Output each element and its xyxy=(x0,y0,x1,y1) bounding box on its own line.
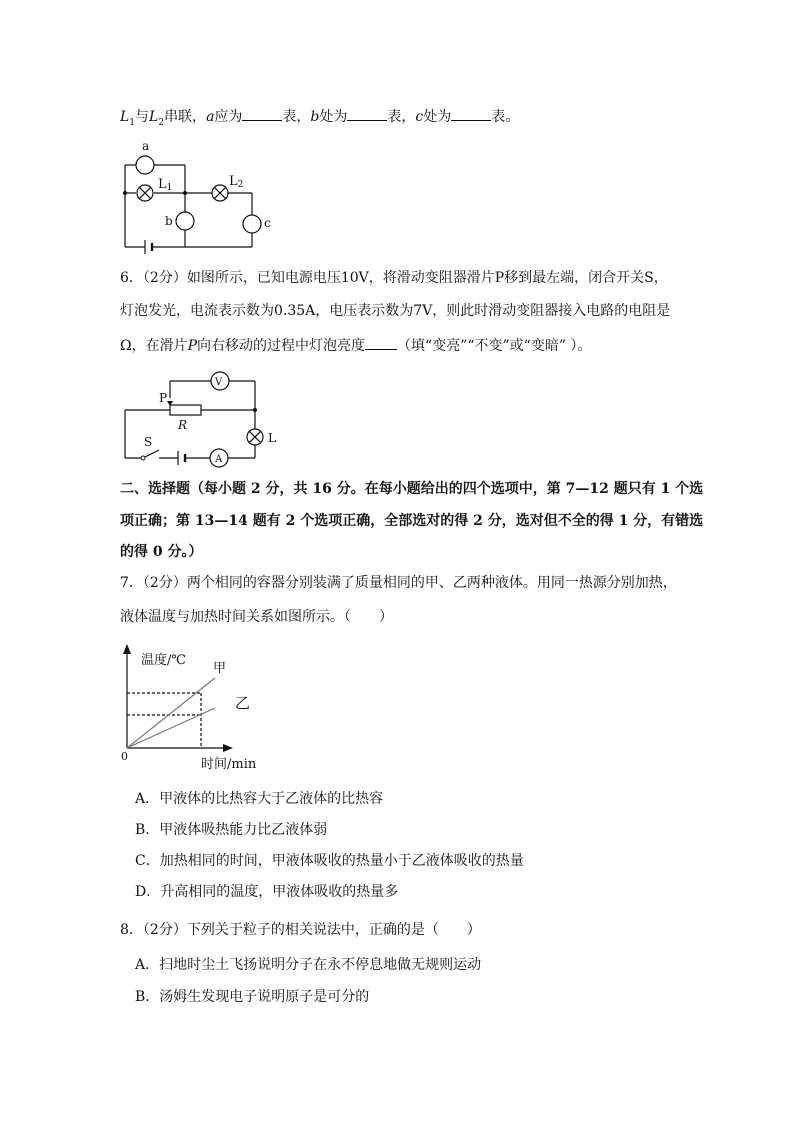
meter-b-icon xyxy=(176,212,194,230)
q5-text: 表， xyxy=(282,109,311,125)
q5-text: 串联， xyxy=(164,109,207,125)
l1-subscript: 1 xyxy=(129,117,136,128)
label-p: P xyxy=(159,391,168,405)
label-l: L xyxy=(268,431,276,445)
q7-option-d[interactable]: D．升高相同的温度，甲液体吸收的热量多 xyxy=(135,884,399,900)
q7-option-c[interactable]: C．加热相同的时间，甲液体吸收的热量小于乙液体吸收的热量 xyxy=(135,853,524,869)
label-s: S xyxy=(144,435,153,449)
var-p: P xyxy=(187,338,198,354)
q5-tail-line xyxy=(120,106,519,133)
l2-subscript: 2 xyxy=(158,117,165,128)
q6-text: （填“变亮”“不变”或“变暗” ）。 xyxy=(397,338,592,354)
q7-line-1: 7．（2分）两个相同的容器分别装满了质量相同的甲、乙两种液体。用同一热源分别加热， xyxy=(120,575,677,591)
l1-symbol: L xyxy=(120,109,130,125)
q6-text: Ω，在滑片 xyxy=(120,338,188,354)
l2-symbol: L xyxy=(149,109,159,125)
series-jia-line xyxy=(127,678,215,748)
answer-blank-c[interactable] xyxy=(451,106,491,121)
q6-line-1: 6．（2分）如图所示，已知电源电压10V，将滑动变阻器滑片P移到最左端，闭合开关S， xyxy=(120,270,668,286)
q6-text: 向右移动的过程中灯泡亮度 xyxy=(197,338,366,354)
section-2-line-2: 项正确；第 13—14 题有 2 个选项正确，全部选对的得 2 分，选对但不全的得 1 分，有错选 xyxy=(120,513,704,529)
y-axis-arrow-icon xyxy=(123,644,131,654)
q5-text: 处为 xyxy=(319,109,348,125)
temperature-time-graph xyxy=(115,640,275,775)
q7-option-b[interactable]: B．甲液体吸热能力比乙液体弱 xyxy=(135,822,328,838)
series-yi-label: 乙 xyxy=(235,694,251,712)
x-axis-arrow-icon xyxy=(223,744,233,752)
switch-icon xyxy=(141,456,145,460)
q6-line-3 xyxy=(120,335,591,356)
series-jia-label: 甲 xyxy=(213,661,227,676)
y-axis-label: 温度/℃ xyxy=(141,653,186,668)
q5-text: 应为 xyxy=(214,109,243,125)
label-l1: L1 xyxy=(158,177,173,193)
answer-blank-a[interactable] xyxy=(242,106,282,121)
var-c: c xyxy=(415,109,424,125)
q7-line-2: 液体温度与加热时间关系如图所示。（ ） xyxy=(120,609,393,625)
circuit-diagram-2 xyxy=(115,368,285,468)
x-axis-label: 时间/min xyxy=(201,757,257,772)
label-b: b xyxy=(165,214,173,228)
battery-icon xyxy=(145,240,152,254)
q7-option-a[interactable]: A．甲液体的比热容大于乙液体的比热容 xyxy=(135,791,384,807)
label-v: V xyxy=(215,377,223,388)
q8-stem: 8．（2分）下列关于粒子的相关说法中，正确的是（ ） xyxy=(120,922,481,938)
q5-text: 表。 xyxy=(491,109,520,125)
origin-label: 0 xyxy=(121,750,128,763)
circuit-diagram-1 xyxy=(115,135,285,255)
label-r: R xyxy=(178,418,188,432)
series-yi-line xyxy=(127,708,215,748)
q5-text: 处为 xyxy=(423,109,452,125)
q5-text: 表， xyxy=(387,109,416,125)
meter-c-icon xyxy=(243,215,261,233)
section-2-line-3: 的得 0 分。） xyxy=(120,544,203,560)
q8-option-a[interactable]: A．扫地时尘土飞扬说明分子在永不停息地做无规则运动 xyxy=(135,957,482,973)
q5-text: 与 xyxy=(135,109,150,125)
battery-icon xyxy=(178,451,185,465)
q6-line-2: 灯泡发光，电流表示数为0.35A，电压表示数为7V，则此时滑动变阻器接入电路的电阻是 xyxy=(120,303,671,319)
q8-option-b[interactable]: B．汤姆生发现电子说明原子是可分的 xyxy=(135,989,370,1005)
label-a-meter: A xyxy=(215,454,223,465)
answer-blank-brightness[interactable] xyxy=(365,335,397,350)
label-a: a xyxy=(142,139,150,153)
rheostat-icon xyxy=(170,405,201,415)
section-2-line-1: 二、选择题（每小题 2 分，共 16 分。在每小题给出的四个选项中，第 7—12 题只有 1 个选 xyxy=(120,481,704,497)
label-c: c xyxy=(264,216,271,230)
label-l2: L2 xyxy=(229,174,244,190)
meter-a-icon xyxy=(136,156,154,174)
var-a: a xyxy=(206,109,215,125)
answer-blank-b[interactable] xyxy=(347,106,387,121)
var-b: b xyxy=(310,109,320,125)
